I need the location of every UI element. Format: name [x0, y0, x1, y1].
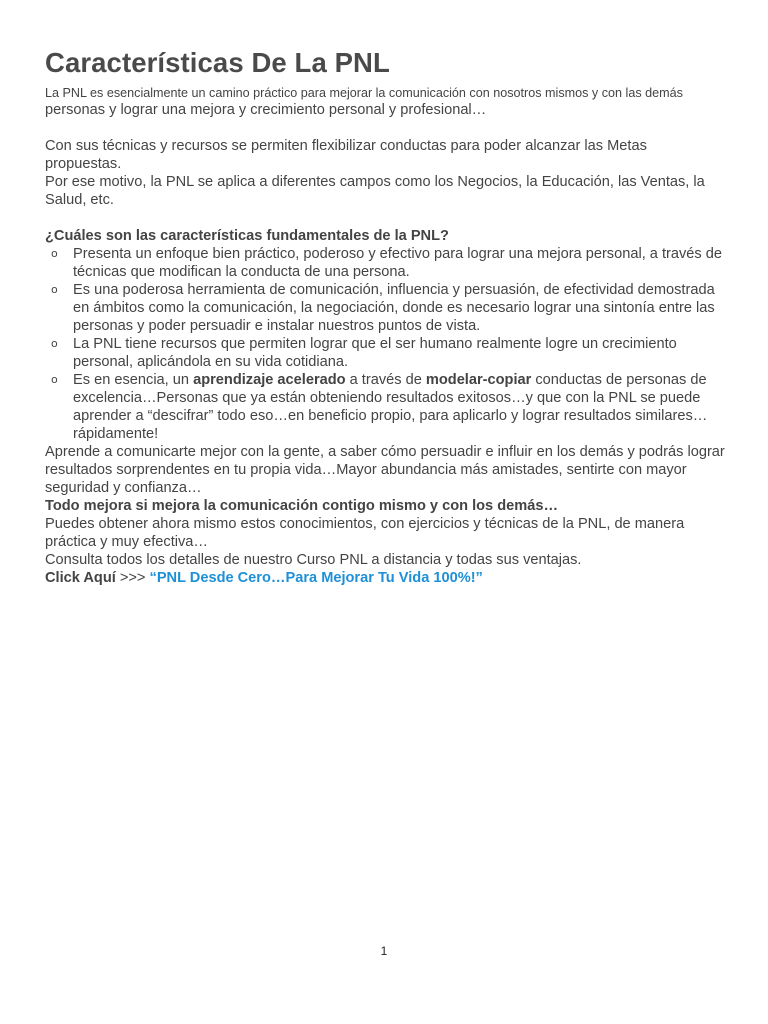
paragraph-spacer [45, 209, 725, 227]
hollow-bullet-icon: o [51, 283, 58, 296]
hollow-bullet-icon: o [51, 337, 58, 350]
emphasis-modelar-copiar: modelar-copiar [425, 372, 532, 388]
list-item [51, 281, 725, 335]
call-to-action [45, 569, 725, 587]
list-item [51, 335, 725, 371]
hollow-bullet-icon: o [51, 373, 58, 386]
course-details-paragraph: Consulta todos los detalles de nuestro Curso PNL a distancia y todas sus ventajas. [45, 552, 582, 568]
fields-paragraph: Por ese motivo, la PNL se aplica a diferentes campos como los Negocios, la Educación, las Ventas, la Salud, etc. [45, 174, 705, 208]
communication-paragraph: Aprende a comunicarte mejor con la gente, a saber cómo persuadir e influir en los demás y podrás lograr resultados sorprendentes en tu propia vida…Mayor abundancia más amistades, sentirte con mayor seguridad y confianza… [45, 444, 725, 496]
list-item-text: Es una poderosa herramienta de comunicación, influencia y persuasión, de efectividad demostrada en ámbitos como la comunicación, la negociación, donde es necesario lograr una sintonía entre las personas y poder persuadir e instalar nuestros puntos de vista. [73, 282, 715, 334]
cta-label: Click Aquí [45, 570, 116, 586]
document-page [45, 46, 725, 587]
hollow-bullet-icon: o [51, 247, 58, 260]
list-item-text: Presenta un enfoque bien práctico, poderoso y efectivo para lograr una mejora personal, a través de técnicas que modifican la conducta de una persona. [73, 246, 723, 280]
intro-paragraph-line2: personas y lograr una mejora y crecimiento personal y profesional… [45, 102, 487, 118]
techniques-paragraph: Con sus técnicas y recursos se permiten flexibilizar conductas para poder alcanzar las Metas propuestas. [45, 138, 647, 172]
highlight-statement: Todo mejora si mejora la comunicación contigo mismo y con los demás… [45, 498, 559, 514]
course-link[interactable]: “PNL Desde Cero…Para Mejorar Tu Vida 100%!” [149, 570, 483, 586]
list-item-text-part: a través de [345, 372, 426, 388]
paragraph-spacer [45, 119, 725, 137]
list-item-text [73, 372, 707, 442]
list-item [51, 371, 725, 443]
emphasis-aprendizaje-acelerado: aprendizaje acelerado [193, 372, 346, 388]
knowledge-paragraph: Puedes obtener ahora mismo estos conocimientos, con ejercicios y técnicas de la PNL, de manera práctica y muy efectiva… [45, 516, 685, 550]
intro-paragraph-line1: La PNL es esencialmente un camino práctico para mejorar la comunicación con nosotros mismos y con las demás [45, 86, 683, 100]
list-item [51, 245, 725, 281]
page-title: Características De La PNL [45, 47, 390, 78]
list-item-text: La PNL tiene recursos que permiten lograr que el ser humano realmente logre un crecimiento personal, aplicándola en su vida cotidiana. [73, 336, 677, 370]
list-item-text-part: conductas de personas de excelencia…Personas que ya están obteniendo resultados exitosos…y que con la PNL se puede aprender a “descifrar” todo eso…en beneficio propio, para aplicarlo y lograr resultados similares…rápidamente! [73, 372, 708, 442]
page-number: 1 [380, 944, 388, 958]
list-item-text-part: Es en esencia, un [73, 372, 194, 388]
cta-arrows: >>> [115, 570, 150, 586]
section-question: ¿Cuáles son las características fundamentales de la PNL? [45, 228, 449, 244]
characteristics-list [45, 245, 725, 443]
